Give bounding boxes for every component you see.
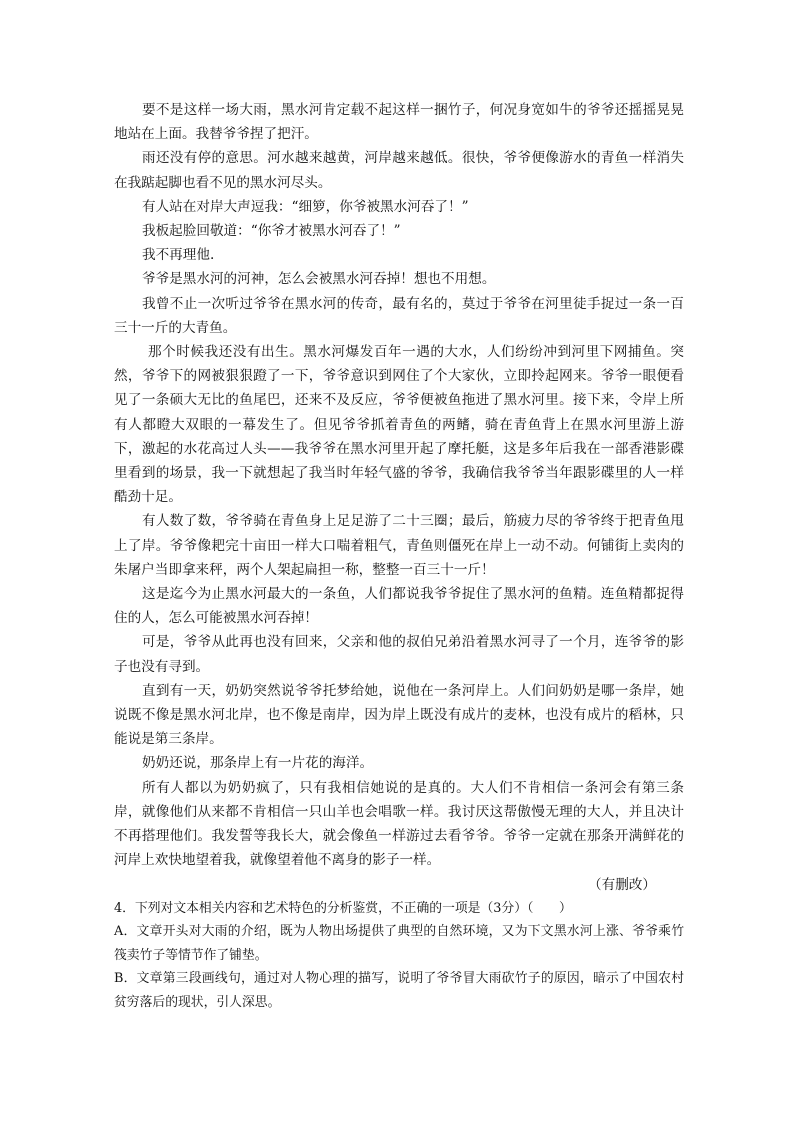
source-note: （有删改） bbox=[588, 876, 656, 893]
passage-paragraph: 我板起脸回敬道：“你爷才被黑水河吞了！” bbox=[142, 223, 401, 240]
passage-paragraph: 直到有一天，奶奶突然说爷爷托梦给她，说他在一条河岸上。人们问奶奶是哪一条岸，她说既不像是黑水河北岸，也不像是南岸，因为岸上既没有成片的麦林，也没有成片的稻林，只能说是第三条岸。 bbox=[114, 682, 684, 748]
passage-paragraph: 有人站在对岸大声逗我：“细箩，你爷被黑水河吞了！” bbox=[142, 198, 469, 215]
passage-paragraph: 奶奶还说，那条岸上有一片花的海洋。 bbox=[142, 755, 374, 772]
document-page bbox=[114, 0, 684, 1014]
passage-paragraph: 雨还没有停的意思。河水越来越黄，河岸越来越低。很快，爷爷便像游水的青鱼一样消失在我踮起脚也看不见的黑水河尽头。 bbox=[114, 150, 684, 191]
question-option-a: A．文章开头对大雨的介绍，既为人物出场提供了典型的自然环境，又为下文黑水河上涨、爷爷乘竹筏卖竹子等情节作了铺垫。 bbox=[114, 924, 684, 963]
passage-paragraph: 这是迄今为止黑水河最大的一条鱼，人们都说我爷爷捉住了黑水河的鱼精。连鱼精都捉得住的人，怎么可能被黑水河吞掉！ bbox=[114, 586, 684, 627]
passage-paragraph: 我不再理他. bbox=[142, 247, 215, 264]
passage-paragraph: 爷爷是黑水河的河神，怎么会被黑水河吞掉！想也不用想。 bbox=[142, 271, 496, 288]
passage-paragraph: 我曾不止一次听过爷爷在黑水河的传奇，最有名的，莫过于爷爷在河里徒手捉过一条一百三十一斤的大青鱼。 bbox=[114, 295, 684, 336]
passage-paragraph: 可是，爷爷从此再也没有回来，父亲和他的叔伯兄弟沿着黑水河寻了一个月，连爷爷的影子也没有寻到。 bbox=[114, 634, 684, 675]
passage-paragraph: 所有人都以为奶奶疯了，只有我相信她说的是真的。大人们不肯相信一条河会有第三条岸，就像他们从来都不肯相信一只山羊也会唱歌一样。我讨厌这帮傲慢无理的大人，并且决计不再搭理他们。我发誓等我长大，就会像鱼一样游过去看爷爷。爷爷一定就在那条开满鲜花的河岸上欢快地望着我，就像望着他不离身的影子一样。 bbox=[114, 779, 684, 869]
passage-paragraph: 有人数了数，爷爷骑在青鱼身上足足游了二十三圈；最后，筋疲力尽的爷爷终于把青鱼甩上了岸。爷爷像耙完十亩田一样大口喘着粗气，青鱼则僵死在岸上一动不动。何铺街上卖肉的朱屠户当即拿来秤，两个人架起扁担一称，整整一百三十一斤！ bbox=[114, 513, 684, 578]
question-option-b: B．文章第三段画线句，通过对人物心理的描写，说明了爷爷冒大雨砍竹子的原因，暗示了中国农村贫穷落后的现状，引人深思。 bbox=[114, 971, 684, 1010]
question-stem: 4．下列对文本相关内容和艺术特色的分析鉴赏，不正确的一项是（3分）（ ） bbox=[114, 900, 572, 916]
passage-paragraph: 那个时候我还没有出生。黑水河爆发百年一遇的大水，人们纷纷冲到河里下网捕鱼。突然，爷爷下的网被狠狠蹬了一下，爷爷意识到网住了个大家伙，立即拎起网来。爷爷一眼便看见了一条硕大无比的鱼尾巴，还来不及反应，爷爷便被鱼拖进了黑水河里。接下来，令岸上所有人都瞪大双眼的一幕发生了。但见爷爷抓着青鱼的两鳍，骑在青鱼背上在黑水河里游上游下，激起的水花高过人头——我爷爷在黑水河里开起了摩托艇，这是多年后我在一部香港影碟里看到的场景，我一下就想起了我当时年轻气盛的爷爷，我确信我爷爷当年跟影碟里的人一样酷劲十足。 bbox=[114, 344, 684, 506]
passage-paragraph: 要不是这样一场大雨，黑水河肯定载不起这样一捆竹子，何况身宽如牛的爷爷还摇摇晃晃地站在上面。我替爷爷捏了把汗。 bbox=[114, 102, 684, 143]
